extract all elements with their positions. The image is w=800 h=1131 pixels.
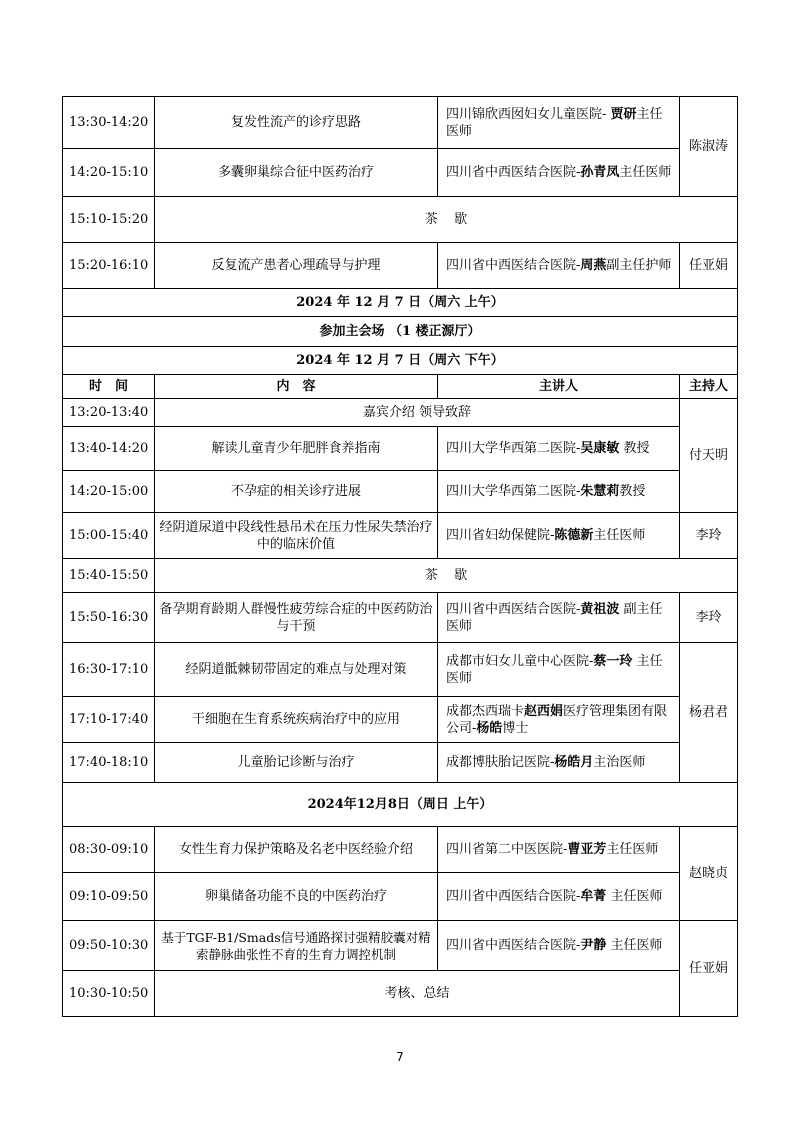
speaker-cell <box>438 149 680 197</box>
speaker-affiliation: 成都市妇女儿童中心医院- <box>446 653 594 669</box>
speaker-title: 主任医师 <box>606 842 659 857</box>
table-row <box>63 971 738 1017</box>
speaker-title: 主任医师 <box>446 653 663 686</box>
time-cell: 15:50-16:30 <box>63 593 155 643</box>
break-cell: 茶 歇 <box>155 559 738 593</box>
speaker-affiliation: 四川省中西医结合医院- <box>446 889 581 904</box>
day-header: 2024年12月8日（周日 上午） <box>63 783 738 827</box>
speaker-title: 副主任医师 <box>446 601 663 634</box>
table-row <box>63 149 738 197</box>
speaker-affiliation: 四川省中西医结合医院- <box>446 938 581 953</box>
speaker-name: 曹亚芳 <box>567 842 607 857</box>
time-cell: 15:40-15:50 <box>63 559 155 593</box>
table-row <box>63 697 738 743</box>
host-cell: 任亚娟 <box>680 921 738 1017</box>
time-cell: 15:20-16:10 <box>63 243 155 289</box>
time-cell: 13:30-14:20 <box>63 97 155 149</box>
speaker-name: 黄祖波 <box>580 601 620 617</box>
table-row <box>63 471 738 513</box>
table-row <box>63 921 738 971</box>
table-row <box>63 97 738 149</box>
speaker-affiliation: 四川省妇幼保健院- <box>446 528 555 543</box>
speaker-cell <box>438 827 680 873</box>
speaker-affiliation-cont: 医疗管理集团有限公司- <box>446 703 668 736</box>
host-cell: 任亚娟 <box>680 243 738 289</box>
speaker-affiliation: 四川省中西医结合医院- <box>446 165 581 180</box>
topic-cell: 女性生育力保护策略及名老中医经验介绍 <box>155 827 438 873</box>
time-cell: 09:10-09:50 <box>63 873 155 921</box>
speaker-cell <box>438 513 680 559</box>
time-cell: 08:30-09:10 <box>63 827 155 873</box>
host-cell: 赵晓贞 <box>680 827 738 921</box>
table-row <box>63 873 738 921</box>
speaker-name: 牟菁 <box>580 889 607 904</box>
table-row <box>63 513 738 559</box>
speaker-title: 主任医师 <box>606 938 663 953</box>
host-cell: 李玲 <box>680 513 738 559</box>
speaker-title: 教授 <box>619 484 646 499</box>
speaker-title: 主治医师 <box>593 755 646 770</box>
table-row <box>63 643 738 697</box>
topic-cell: 考核、总结 <box>155 971 680 1017</box>
speaker-title: 博士 <box>502 720 529 736</box>
time-cell: 16:30-17:10 <box>63 643 155 697</box>
table-row <box>63 593 738 643</box>
speaker-name: 蔡一玲 <box>593 653 633 669</box>
speaker-title: 副主任护师 <box>606 258 672 273</box>
table-row <box>63 559 738 593</box>
topic-cell: 卵巢储备功能不良的中医药治疗 <box>155 873 438 921</box>
time-cell: 15:10-15:20 <box>63 197 155 243</box>
table-row <box>63 317 738 347</box>
speaker-title: 主任医师 <box>606 889 663 904</box>
table-row <box>63 783 738 827</box>
speaker-name: 贾研 <box>610 106 637 122</box>
topic-cell: 反复流产患者心理疏导与护理 <box>155 243 438 289</box>
speaker-cell <box>438 427 680 471</box>
time-cell: 14:20-15:10 <box>63 149 155 197</box>
speaker-title: 主任医师 <box>593 528 646 543</box>
speaker-name: 杨皓 <box>476 720 503 736</box>
speaker-title: 教授 <box>619 441 650 456</box>
speaker-affiliation: 成都博肤胎记医院- <box>446 755 555 770</box>
speaker-cell <box>438 873 680 921</box>
column-header-content: 内 容 <box>155 375 438 399</box>
speaker-cell <box>438 743 680 783</box>
speaker-name: 杨皓月 <box>554 755 594 770</box>
host-cell: 杨君君 <box>680 643 738 783</box>
page-number: 7 <box>396 1050 404 1064</box>
topic-cell: 基于TGF-B1/Smads信号通路探讨强精胶囊对精索静脉曲张性不育的生育力调控机制 <box>155 921 438 971</box>
time-cell: 17:40-18:10 <box>63 743 155 783</box>
speaker-name: 孙青凤 <box>580 165 620 180</box>
speaker-affiliation: 成都杰西瑞卡 <box>446 703 525 719</box>
topic-cell: 嘉宾介绍 领导致辞 <box>155 399 680 427</box>
table-row <box>63 827 738 873</box>
table-row <box>63 743 738 783</box>
topic-cell: 备孕期育龄期人群慢性疲劳综合症的中医药防治与干预 <box>155 593 438 643</box>
speaker-affiliation: 四川锦欣西囡妇女儿童医院- <box>446 106 611 122</box>
column-header-speaker: 主讲人 <box>438 375 680 399</box>
speaker-cell <box>438 471 680 513</box>
time-cell: 14:20-15:00 <box>63 471 155 513</box>
topic-cell: 经阴道骶棘韧带固定的难点与处理对策 <box>155 643 438 697</box>
time-cell: 13:40-14:20 <box>63 427 155 471</box>
topic-cell: 多囊卵巢综合征中医药治疗 <box>155 149 438 197</box>
host-cell: 付天明 <box>680 399 738 513</box>
time-cell: 13:20-13:40 <box>63 399 155 427</box>
speaker-cell <box>438 97 680 149</box>
table-row <box>63 289 738 317</box>
speaker-affiliation: 四川省第二中医医院- <box>446 842 568 857</box>
venue-note: 参加主会场 （1 楼正源厅） <box>63 317 738 347</box>
speaker-name: 陈德新 <box>554 528 594 543</box>
topic-cell: 儿童胎记诊断与治疗 <box>155 743 438 783</box>
column-header-time: 时 间 <box>63 375 155 399</box>
topic-cell: 不孕症的相关诊疗进展 <box>155 471 438 513</box>
topic-cell: 复发性流产的诊疗思路 <box>155 97 438 149</box>
break-cell: 茶 歇 <box>155 197 738 243</box>
column-header-host: 主持人 <box>680 375 738 399</box>
topic-cell: 解读儿童青少年肥胖食养指南 <box>155 427 438 471</box>
speaker-cell <box>438 697 680 743</box>
topic-cell: 经阴道尿道中段线性悬吊术在压力性尿失禁治疗中的临床价值 <box>155 513 438 559</box>
speaker-name: 尹静 <box>580 938 607 953</box>
time-cell: 10:30-10:50 <box>63 971 155 1017</box>
speaker-affiliation: 四川大学华西第二医院- <box>446 484 581 499</box>
host-cell: 陈淑涛 <box>680 97 738 197</box>
speaker-name: 朱慧莉 <box>580 484 620 499</box>
speaker-affiliation: 四川大学华西第二医院- <box>446 441 581 456</box>
host-cell: 李玲 <box>680 593 738 643</box>
speaker-cell <box>438 243 680 289</box>
table-row <box>63 399 738 427</box>
day-header: 2024 年 12 月 7 日（周六 下午） <box>63 347 738 375</box>
speaker-affiliation: 四川省中西医结合医院- <box>446 601 581 617</box>
speaker-title: 主任医师 <box>619 165 672 180</box>
speaker-name: 周燕 <box>580 258 607 273</box>
speaker-name: 吴康敏 <box>580 441 620 456</box>
speaker-cell <box>438 593 680 643</box>
table-row <box>63 347 738 375</box>
topic-cell: 干细胞在生育系统疾病治疗中的应用 <box>155 697 438 743</box>
table-row <box>63 197 738 243</box>
speaker-title: 主任医师 <box>446 106 663 139</box>
day-header: 2024 年 12 月 7 日（周六 上午） <box>63 289 738 317</box>
time-cell: 09:50-10:30 <box>63 921 155 971</box>
speaker-cell <box>438 921 680 971</box>
schedule-table <box>62 96 738 1017</box>
speaker-name: 赵西娟 <box>524 703 564 719</box>
column-header-row <box>63 375 738 399</box>
speaker-cell <box>438 643 680 697</box>
table-row <box>63 243 738 289</box>
table-row <box>63 427 738 471</box>
time-cell: 15:00-15:40 <box>63 513 155 559</box>
time-cell: 17:10-17:40 <box>63 697 155 743</box>
speaker-affiliation: 四川省中西医结合医院- <box>446 258 581 273</box>
